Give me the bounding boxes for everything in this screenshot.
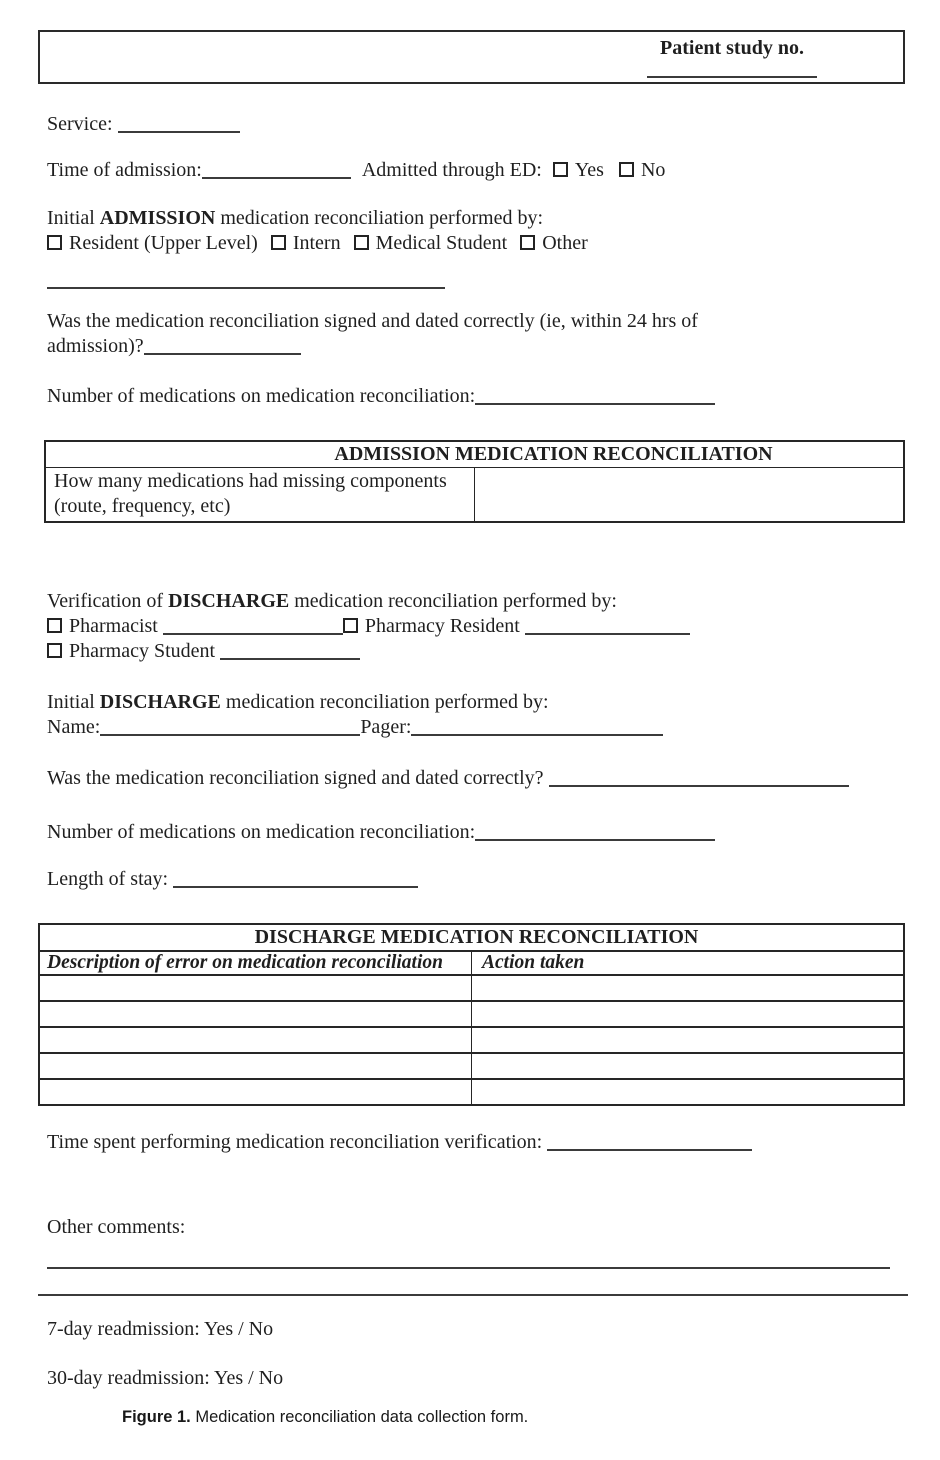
length-of-stay-line: [47, 867, 418, 892]
patient-study-blank[interactable]: [647, 76, 817, 78]
pager-label: Pager:: [360, 716, 412, 738]
discharge-action-cell[interactable]: [472, 1079, 905, 1105]
comments-blank-line-1[interactable]: [47, 1267, 890, 1269]
figure-caption-text: Medication reconciliation data collection form.: [190, 1408, 529, 1426]
discharge-error-cell[interactable]: [39, 975, 472, 1001]
time-of-admission-blank[interactable]: [202, 163, 351, 179]
name-label: Name:: [47, 716, 101, 738]
medical-student-checkbox[interactable]: [354, 235, 369, 250]
intern-checkbox[interactable]: [271, 235, 286, 250]
time-spent-blank[interactable]: [547, 1135, 752, 1151]
discharge-action-cell[interactable]: [472, 975, 905, 1001]
initial-discharge-keyword: DISCHARGE: [99, 691, 221, 713]
pharmacy-student-label: Pharmacy Student: [69, 640, 216, 662]
discharge-verification-block: [47, 589, 690, 664]
table-row: [39, 1001, 904, 1027]
readmission-7day-label: 7-day readmission: Yes / No: [47, 1318, 274, 1340]
resident-checkbox[interactable]: [47, 235, 62, 250]
intern-label: Intern: [292, 232, 341, 254]
time-of-admission-label: Time of admission:: [47, 159, 202, 181]
pharmacist-label: Pharmacist: [69, 615, 158, 637]
discharge-signed-q-label: Was the medication reconciliation signed and dated correctly?: [47, 767, 544, 789]
admission-med-count-line: [47, 384, 715, 409]
time-spent-label: Time spent performing medication reconciliation verification:: [47, 1131, 543, 1153]
table-row: [39, 1079, 904, 1105]
admission-signed-blank[interactable]: [144, 339, 301, 355]
discharge-table-col1-header: Description of error on medication reconciliation: [39, 951, 472, 975]
pager-blank[interactable]: [411, 720, 663, 736]
discharge-med-count-label: Number of medications on medication reconciliation:: [47, 821, 476, 843]
service-blank[interactable]: [118, 117, 240, 133]
discharge-med-count-blank[interactable]: [475, 825, 715, 841]
table-row: [39, 951, 904, 975]
initial-admission-block: [47, 206, 588, 256]
admission-table-answer-cell[interactable]: [475, 467, 905, 522]
discharge-verification-keyword: DISCHARGE: [168, 590, 290, 612]
other-specify-blank[interactable]: [47, 273, 445, 289]
initial-discharge-prefix: Initial: [47, 691, 100, 713]
patient-study-label: Patient study no.: [660, 37, 804, 59]
other-specify-line: [47, 268, 445, 293]
pharmacy-student-checkbox[interactable]: [47, 643, 62, 658]
discharge-action-cell[interactable]: [472, 1053, 905, 1079]
initial-admission-prefix: Initial: [47, 207, 100, 229]
table-row: [39, 924, 904, 951]
table-row: [39, 1053, 904, 1079]
resident-label: Resident (Upper Level): [69, 232, 258, 254]
service-line: [47, 112, 240, 137]
time-spent-line: [47, 1130, 752, 1155]
discharge-error-cell[interactable]: [39, 1053, 472, 1079]
admission-med-count-label: Number of medications on medication reconciliation:: [47, 385, 476, 407]
ed-yes-label: Yes: [574, 159, 604, 181]
admission-table-row-label: How many medications had missing components (route, frequency, etc): [45, 467, 475, 522]
discharge-signed-blank[interactable]: [549, 771, 849, 787]
readmission-30day-line: [47, 1366, 283, 1391]
length-of-stay-blank[interactable]: [173, 872, 418, 888]
table-row: [45, 441, 904, 467]
discharge-table: [38, 923, 905, 1106]
pharmacy-student-blank[interactable]: [220, 644, 360, 660]
discharge-verification-prefix: Verification of: [47, 590, 169, 612]
pharmacist-checkbox[interactable]: [47, 618, 62, 633]
admission-table: [44, 440, 905, 523]
table-row: [45, 467, 904, 522]
name-blank[interactable]: [100, 720, 360, 736]
medical-student-label: Medical Student: [375, 232, 508, 254]
patient-study-box: [38, 30, 905, 84]
initial-discharge-suffix: medication reconciliation performed by:: [220, 691, 549, 713]
patient-study-column: [644, 36, 820, 78]
ed-yes-checkbox[interactable]: [553, 162, 568, 177]
ed-no-label: No: [640, 159, 666, 181]
readmission-7day-line: [47, 1317, 273, 1342]
discharge-error-cell[interactable]: [39, 1027, 472, 1053]
initial-admission-suffix: medication reconciliation performed by:: [215, 207, 543, 229]
table-row: [39, 1027, 904, 1053]
discharge-action-cell[interactable]: [472, 1027, 905, 1053]
discharge-verification-suffix: medication reconciliation performed by:: [289, 590, 617, 612]
comments-blank-line-2[interactable]: [38, 1294, 908, 1296]
service-label: Service:: [47, 113, 113, 135]
figure-caption: [122, 1407, 528, 1427]
admission-signed-q-line2: admission)?: [47, 335, 144, 357]
figure-caption-number: Figure 1.: [122, 1408, 191, 1426]
pharmacy-resident-checkbox[interactable]: [343, 618, 358, 633]
other-checkbox[interactable]: [520, 235, 535, 250]
initial-admission-keyword: ADMISSION: [99, 207, 216, 229]
discharge-signed-question: [47, 766, 849, 791]
initial-discharge-block: [47, 690, 663, 740]
discharge-table-title: DISCHARGE MEDICATION RECONCILIATION: [39, 924, 904, 951]
admitted-ed-label: Admitted through ED:: [361, 159, 542, 181]
admission-med-count-blank[interactable]: [475, 389, 715, 405]
other-comments-line: [47, 1215, 185, 1240]
admission-signed-question: [47, 309, 698, 359]
discharge-table-col2-header: Action taken: [472, 951, 905, 975]
ed-no-checkbox[interactable]: [619, 162, 634, 177]
pharmacy-resident-label: Pharmacy Resident: [364, 615, 520, 637]
pharmacist-blank[interactable]: [163, 619, 343, 635]
admission-signed-q-line1: Was the medication reconciliation signed and dated correctly (ie, within 24 hrs of: [47, 310, 698, 332]
discharge-error-cell[interactable]: [39, 1079, 472, 1105]
other-comments-label: Other comments:: [47, 1216, 186, 1238]
discharge-action-cell[interactable]: [472, 1001, 905, 1027]
admission-table-title: ADMISSION MEDICATION RECONCILIATION: [45, 441, 904, 467]
table-row: [39, 975, 904, 1001]
discharge-error-cell[interactable]: [39, 1001, 472, 1027]
other-label: Other: [542, 232, 588, 254]
pharmacy-resident-blank[interactable]: [525, 619, 690, 635]
readmission-30day-label: 30-day readmission: Yes / No: [47, 1367, 284, 1389]
length-of-stay-label: Length of stay:: [47, 868, 169, 890]
time-of-admission-line: [47, 158, 665, 183]
discharge-med-count-line: [47, 820, 715, 845]
